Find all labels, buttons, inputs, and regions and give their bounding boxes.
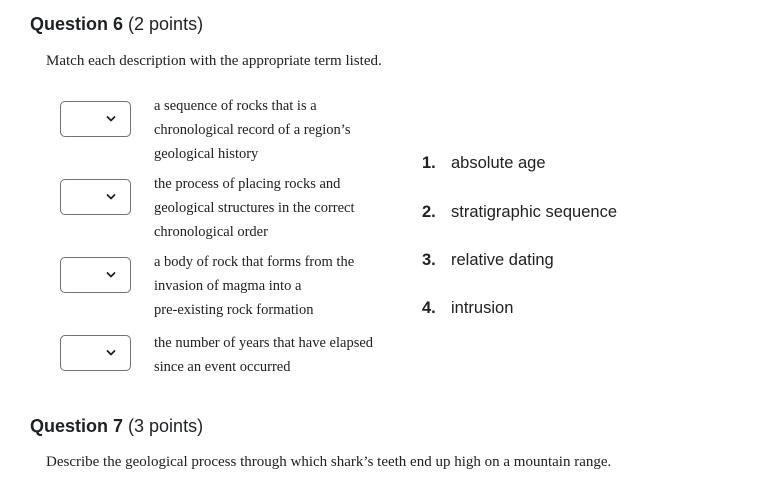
question-6-heading (30, 14, 203, 35)
term-label: intrusion (451, 299, 514, 317)
description-line: geological history (154, 146, 259, 162)
description-line: pre-existing rock formation (154, 302, 314, 318)
description-line: a sequence of rocks that is a (154, 98, 317, 114)
question-title: Question 7 (30, 416, 124, 436)
question-6-prompt: Match each description with the appropriate term listed. (46, 53, 382, 69)
chevron-down-icon (106, 115, 116, 123)
question-points: (3 points) (128, 416, 204, 436)
question-7-heading (30, 416, 203, 437)
question-7-prompt: Describe the geological process through which shark’s teeth end up high on a mountain range. (46, 454, 612, 470)
chevron-down-icon (106, 349, 116, 357)
match-description-3 (154, 250, 404, 322)
term-number: 4. (422, 299, 436, 317)
match-description-2 (154, 172, 404, 244)
term-label: stratigraphic sequence (451, 203, 618, 221)
term-item-4 (422, 299, 513, 318)
match-select-4[interactable] (60, 335, 131, 371)
term-number: 3. (422, 251, 436, 269)
term-label: absolute age (451, 154, 546, 172)
match-select-1[interactable] (60, 101, 131, 137)
description-line: geological structures in the correct (154, 200, 355, 216)
question-title: Question 6 (30, 14, 124, 34)
match-select-2[interactable] (60, 179, 131, 215)
term-item-1 (422, 154, 546, 173)
chevron-down-icon (106, 193, 116, 201)
match-select-3[interactable] (60, 257, 131, 293)
term-number: 1. (422, 154, 436, 172)
description-line: a body of rock that forms from the (154, 254, 355, 270)
description-line: the process of placing rocks and (154, 176, 341, 192)
term-item-3 (422, 251, 554, 270)
description-line: since an event occurred (154, 359, 291, 375)
chevron-down-icon (106, 271, 116, 279)
description-line: chronological order (154, 224, 268, 240)
term-label: relative dating (451, 251, 554, 269)
match-description-4 (154, 331, 404, 379)
description-line: invasion of magma into a (154, 278, 302, 294)
description-line: the number of years that have elapsed (154, 335, 374, 351)
question-points: (2 points) (128, 14, 204, 34)
term-item-2 (422, 203, 617, 222)
term-number: 2. (422, 203, 436, 221)
match-description-1 (154, 94, 404, 166)
description-line: chronological record of a region’s (154, 122, 351, 138)
